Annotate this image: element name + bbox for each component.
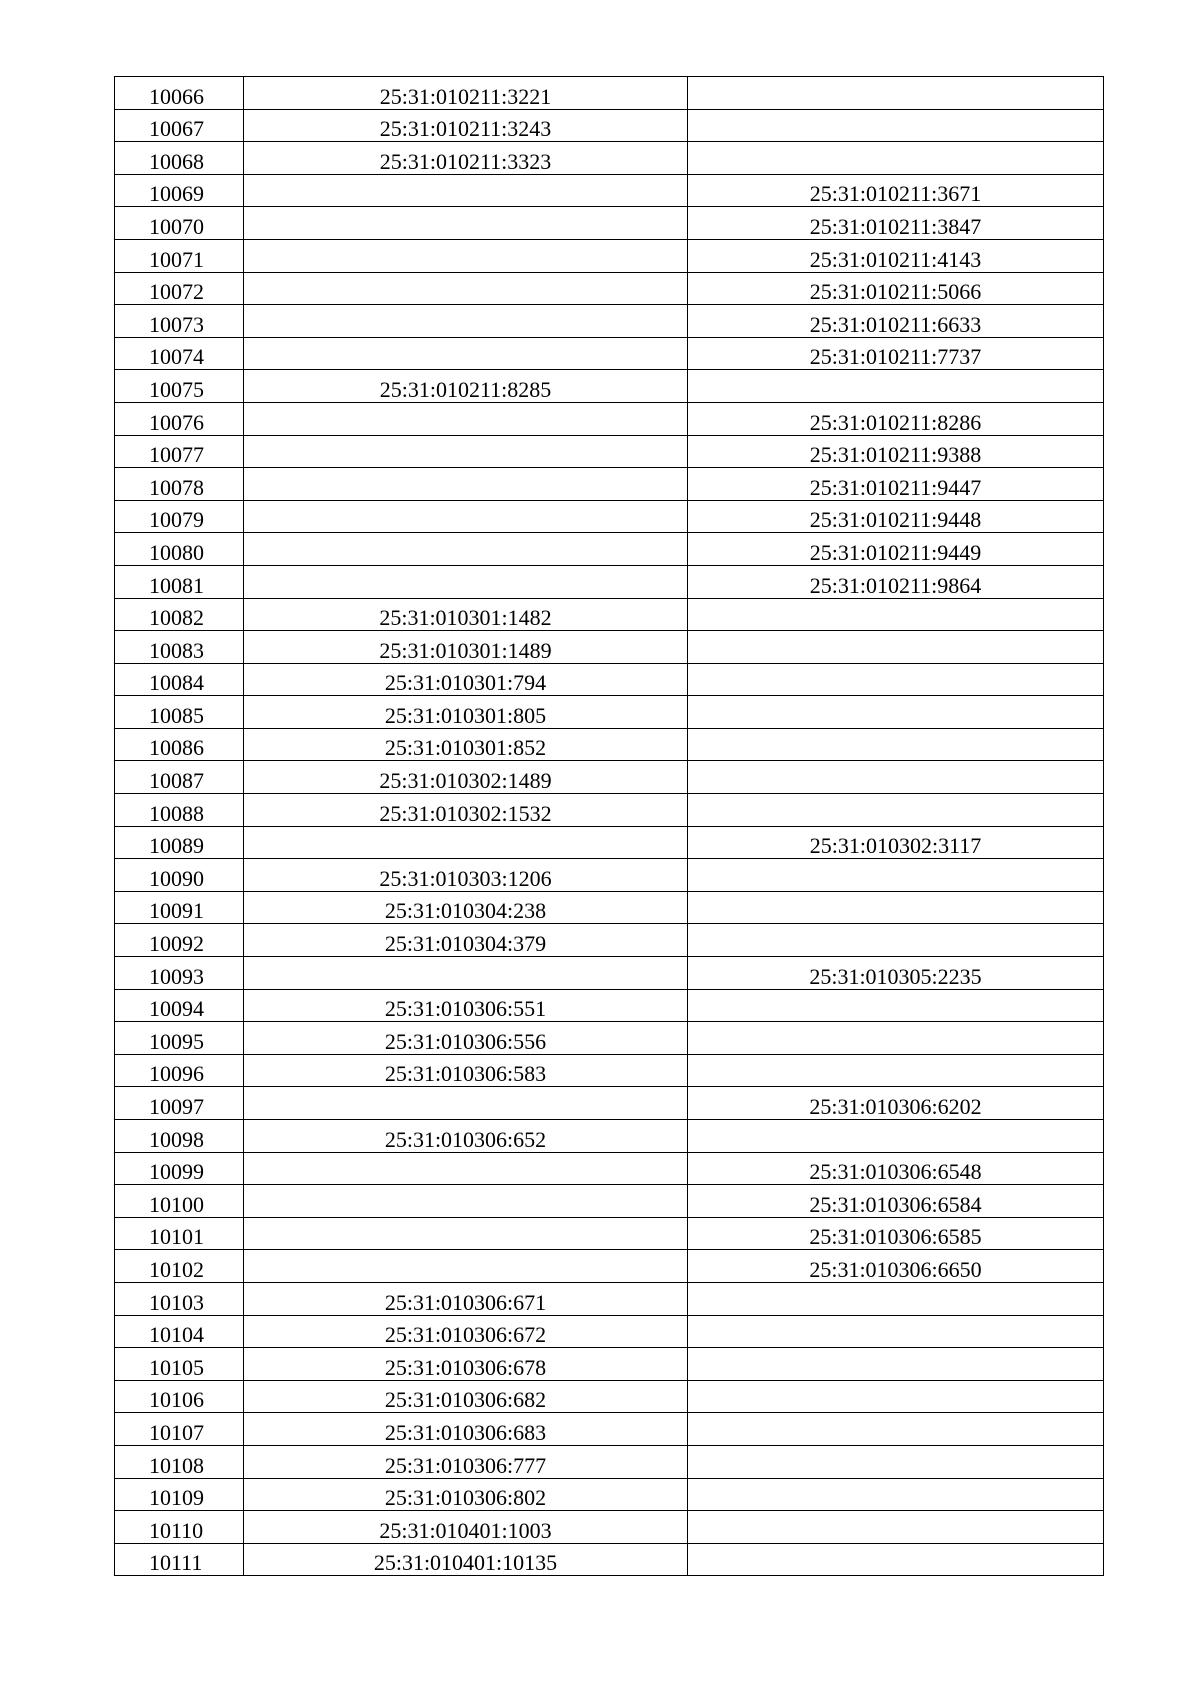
row-number-cell: 10078 (115, 468, 244, 501)
cadastral-number-cell-left (244, 272, 688, 305)
cadastral-number-cell-left: 25:31:010301:805 (244, 696, 688, 729)
table-row (115, 1185, 1104, 1218)
cadastral-number-cell-left: 25:31:010401:10135 (244, 1543, 688, 1576)
cadastral-number-cell-right: 25:31:010211:9388 (688, 435, 1104, 468)
cadastral-number-cell-right (688, 142, 1104, 175)
row-number-cell: 10095 (115, 1022, 244, 1055)
table-row (115, 1348, 1104, 1381)
row-number-cell: 10106 (115, 1380, 244, 1413)
table-row (115, 728, 1104, 761)
cadastral-number-cell-right: 25:31:010211:3671 (688, 174, 1104, 207)
row-number-cell: 10087 (115, 761, 244, 794)
cadastral-number-cell-right (688, 1413, 1104, 1446)
table-row (115, 1087, 1104, 1120)
cadastral-number-cell-left (244, 500, 688, 533)
cadastral-number-cell-right: 25:31:010211:4143 (688, 239, 1104, 272)
cadastral-number-cell-left (244, 337, 688, 370)
cadastral-number-cell-right: 25:31:010306:6202 (688, 1087, 1104, 1120)
cadastral-number-cell-left: 25:31:010301:1482 (244, 598, 688, 631)
table-row (115, 1445, 1104, 1478)
row-number-cell: 10111 (115, 1543, 244, 1576)
row-number-cell: 10094 (115, 989, 244, 1022)
cadastral-number-cell-left: 25:31:010211:3243 (244, 109, 688, 142)
row-number-cell: 10105 (115, 1348, 244, 1381)
table-row (115, 1120, 1104, 1153)
cadastral-number-cell-right: 25:31:010211:7737 (688, 337, 1104, 370)
table-row (115, 1478, 1104, 1511)
table-row (115, 891, 1104, 924)
cadastral-number-cell-left: 25:31:010211:3323 (244, 142, 688, 175)
table-row (115, 1217, 1104, 1250)
row-number-cell: 10083 (115, 631, 244, 664)
cadastral-number-cell-left (244, 305, 688, 338)
table-row (115, 794, 1104, 827)
cadastral-number-cell-right (688, 1054, 1104, 1087)
cadastral-number-cell-left: 25:31:010301:852 (244, 728, 688, 761)
table-row (115, 435, 1104, 468)
cadastral-number-cell-right (688, 1380, 1104, 1413)
row-number-cell: 10076 (115, 402, 244, 435)
row-number-cell: 10088 (115, 794, 244, 827)
cadastral-number-cell-left (244, 1152, 688, 1185)
row-number-cell: 10068 (115, 142, 244, 175)
cadastral-number-cell-right: 25:31:010306:6585 (688, 1217, 1104, 1250)
table-row (115, 1511, 1104, 1544)
table-row (115, 337, 1104, 370)
cadastral-number-cell-left: 25:31:010301:794 (244, 663, 688, 696)
row-number-cell: 10108 (115, 1445, 244, 1478)
table-row (115, 1282, 1104, 1315)
cadastral-number-cell-left: 25:31:010211:3221 (244, 77, 688, 110)
table-row (115, 696, 1104, 729)
cadastral-number-cell-left: 25:31:010306:671 (244, 1282, 688, 1315)
cadastral-number-cell-left: 25:31:010211:8285 (244, 370, 688, 403)
cadastral-number-cell-left: 25:31:010302:1489 (244, 761, 688, 794)
cadastral-number-cell-right (688, 663, 1104, 696)
cadastral-number-cell-left: 25:31:010306:777 (244, 1445, 688, 1478)
cadastral-number-cell-left: 25:31:010302:1532 (244, 794, 688, 827)
cadastral-number-cell-right: 25:31:010306:6650 (688, 1250, 1104, 1283)
row-number-cell: 10074 (115, 337, 244, 370)
table-row (115, 468, 1104, 501)
cadastral-number-cell-left: 25:31:010306:802 (244, 1478, 688, 1511)
table-row (115, 239, 1104, 272)
table-row (115, 924, 1104, 957)
table-row (115, 761, 1104, 794)
cadastral-number-cell-right (688, 728, 1104, 761)
table-row (115, 272, 1104, 305)
row-number-cell: 10082 (115, 598, 244, 631)
table-row (115, 370, 1104, 403)
row-number-cell: 10091 (115, 891, 244, 924)
row-number-cell: 10093 (115, 957, 244, 990)
table-row (115, 174, 1104, 207)
row-number-cell: 10101 (115, 1217, 244, 1250)
cadastral-number-cell-right: 25:31:010211:3847 (688, 207, 1104, 240)
row-number-cell: 10100 (115, 1185, 244, 1218)
cadastral-number-cell-left (244, 468, 688, 501)
cadastral-number-cell-right (688, 1120, 1104, 1153)
cadastral-number-cell-left: 25:31:010401:1003 (244, 1511, 688, 1544)
cadastral-number-cell-right: 25:31:010302:3117 (688, 826, 1104, 859)
cadastral-number-cell-left (244, 957, 688, 990)
cadastral-number-cell-left: 25:31:010306:678 (244, 1348, 688, 1381)
row-number-cell: 10077 (115, 435, 244, 468)
table-row (115, 859, 1104, 892)
table-row (115, 565, 1104, 598)
table-row (115, 1250, 1104, 1283)
table-row (115, 1413, 1104, 1446)
table-row (115, 663, 1104, 696)
cadastral-number-cell-right (688, 109, 1104, 142)
cadastral-number-cell-left (244, 1185, 688, 1218)
cadastral-number-cell-right (688, 1445, 1104, 1478)
row-number-cell: 10072 (115, 272, 244, 305)
cadastral-number-cell-left: 25:31:010306:682 (244, 1380, 688, 1413)
cadastral-number-cell-right: 25:31:010306:6548 (688, 1152, 1104, 1185)
row-number-cell: 10067 (115, 109, 244, 142)
row-number-cell: 10092 (115, 924, 244, 957)
cadastral-number-cell-right (688, 924, 1104, 957)
cadastral-number-cell-right: 25:31:010305:2235 (688, 957, 1104, 990)
row-number-cell: 10099 (115, 1152, 244, 1185)
row-number-cell: 10085 (115, 696, 244, 729)
cadastral-number-cell-right (688, 1511, 1104, 1544)
row-number-cell: 10107 (115, 1413, 244, 1446)
cadastral-number-table (114, 76, 1104, 1576)
cadastral-number-cell-right (688, 370, 1104, 403)
table-row (115, 402, 1104, 435)
cadastral-number-cell-left (244, 435, 688, 468)
cadastral-number-cell-right (688, 696, 1104, 729)
table-row (115, 1315, 1104, 1348)
table-row (115, 207, 1104, 240)
cadastral-number-cell-left (244, 826, 688, 859)
cadastral-number-cell-left (244, 239, 688, 272)
cadastral-number-cell-right (688, 1022, 1104, 1055)
table-body (115, 77, 1104, 1576)
table-row (115, 957, 1104, 990)
cadastral-number-cell-left: 25:31:010304:379 (244, 924, 688, 957)
cadastral-number-cell-right (688, 1282, 1104, 1315)
table-row (115, 1543, 1104, 1576)
cadastral-number-cell-right: 25:31:010211:6633 (688, 305, 1104, 338)
cadastral-number-cell-right (688, 598, 1104, 631)
cadastral-number-cell-left (244, 533, 688, 566)
row-number-cell: 10081 (115, 565, 244, 598)
row-number-cell: 10102 (115, 1250, 244, 1283)
cadastral-number-cell-right (688, 794, 1104, 827)
row-number-cell: 10079 (115, 500, 244, 533)
row-number-cell: 10110 (115, 1511, 244, 1544)
table-row (115, 826, 1104, 859)
row-number-cell: 10103 (115, 1282, 244, 1315)
row-number-cell: 10089 (115, 826, 244, 859)
row-number-cell: 10090 (115, 859, 244, 892)
row-number-cell: 10071 (115, 239, 244, 272)
cadastral-number-cell-left: 25:31:010306:683 (244, 1413, 688, 1446)
cadastral-number-cell-left: 25:31:010306:556 (244, 1022, 688, 1055)
table-row (115, 631, 1104, 664)
table-row (115, 1022, 1104, 1055)
table-row (115, 598, 1104, 631)
cadastral-number-cell-right: 25:31:010211:5066 (688, 272, 1104, 305)
row-number-cell: 10066 (115, 77, 244, 110)
cadastral-number-cell-right (688, 1348, 1104, 1381)
cadastral-number-cell-right: 25:31:010211:9449 (688, 533, 1104, 566)
cadastral-number-cell-left (244, 207, 688, 240)
row-number-cell: 10086 (115, 728, 244, 761)
cadastral-number-cell-left: 25:31:010301:1489 (244, 631, 688, 664)
row-number-cell: 10104 (115, 1315, 244, 1348)
cadastral-number-cell-left: 25:31:010306:551 (244, 989, 688, 1022)
cadastral-number-cell-left (244, 1087, 688, 1120)
table-row (115, 1380, 1104, 1413)
cadastral-number-cell-right (688, 891, 1104, 924)
cadastral-number-cell-right (688, 859, 1104, 892)
cadastral-number-cell-right: 25:31:010306:6584 (688, 1185, 1104, 1218)
table-row (115, 305, 1104, 338)
row-number-cell: 10070 (115, 207, 244, 240)
cadastral-number-cell-right (688, 1478, 1104, 1511)
cadastral-number-cell-right: 25:31:010211:9864 (688, 565, 1104, 598)
row-number-cell: 10109 (115, 1478, 244, 1511)
table-row (115, 533, 1104, 566)
table-row (115, 77, 1104, 110)
row-number-cell: 10080 (115, 533, 244, 566)
cadastral-number-cell-left (244, 174, 688, 207)
table-row (115, 500, 1104, 533)
cadastral-number-cell-right (688, 77, 1104, 110)
cadastral-number-cell-left (244, 1217, 688, 1250)
cadastral-number-cell-left (244, 402, 688, 435)
cadastral-number-cell-left: 25:31:010304:238 (244, 891, 688, 924)
row-number-cell: 10084 (115, 663, 244, 696)
cadastral-number-cell-left (244, 565, 688, 598)
cadastral-number-cell-right (688, 1315, 1104, 1348)
table-row (115, 142, 1104, 175)
row-number-cell: 10098 (115, 1120, 244, 1153)
cadastral-number-cell-right (688, 989, 1104, 1022)
row-number-cell: 10073 (115, 305, 244, 338)
cadastral-number-cell-right: 25:31:010211:8286 (688, 402, 1104, 435)
cadastral-number-cell-right: 25:31:010211:9448 (688, 500, 1104, 533)
cadastral-number-cell-right: 25:31:010211:9447 (688, 468, 1104, 501)
row-number-cell: 10069 (115, 174, 244, 207)
table-row (115, 1054, 1104, 1087)
cadastral-number-cell-left: 25:31:010306:672 (244, 1315, 688, 1348)
table-row (115, 109, 1104, 142)
cadastral-number-cell-right (688, 1543, 1104, 1576)
row-number-cell: 10075 (115, 370, 244, 403)
cadastral-number-cell-left (244, 1250, 688, 1283)
cadastral-number-cell-left: 25:31:010306:652 (244, 1120, 688, 1153)
cadastral-number-cell-right (688, 631, 1104, 664)
cadastral-number-cell-left: 25:31:010306:583 (244, 1054, 688, 1087)
cadastral-number-cell-left: 25:31:010303:1206 (244, 859, 688, 892)
row-number-cell: 10097 (115, 1087, 244, 1120)
cadastral-number-cell-right (688, 761, 1104, 794)
table-row (115, 1152, 1104, 1185)
row-number-cell: 10096 (115, 1054, 244, 1087)
table-row (115, 989, 1104, 1022)
